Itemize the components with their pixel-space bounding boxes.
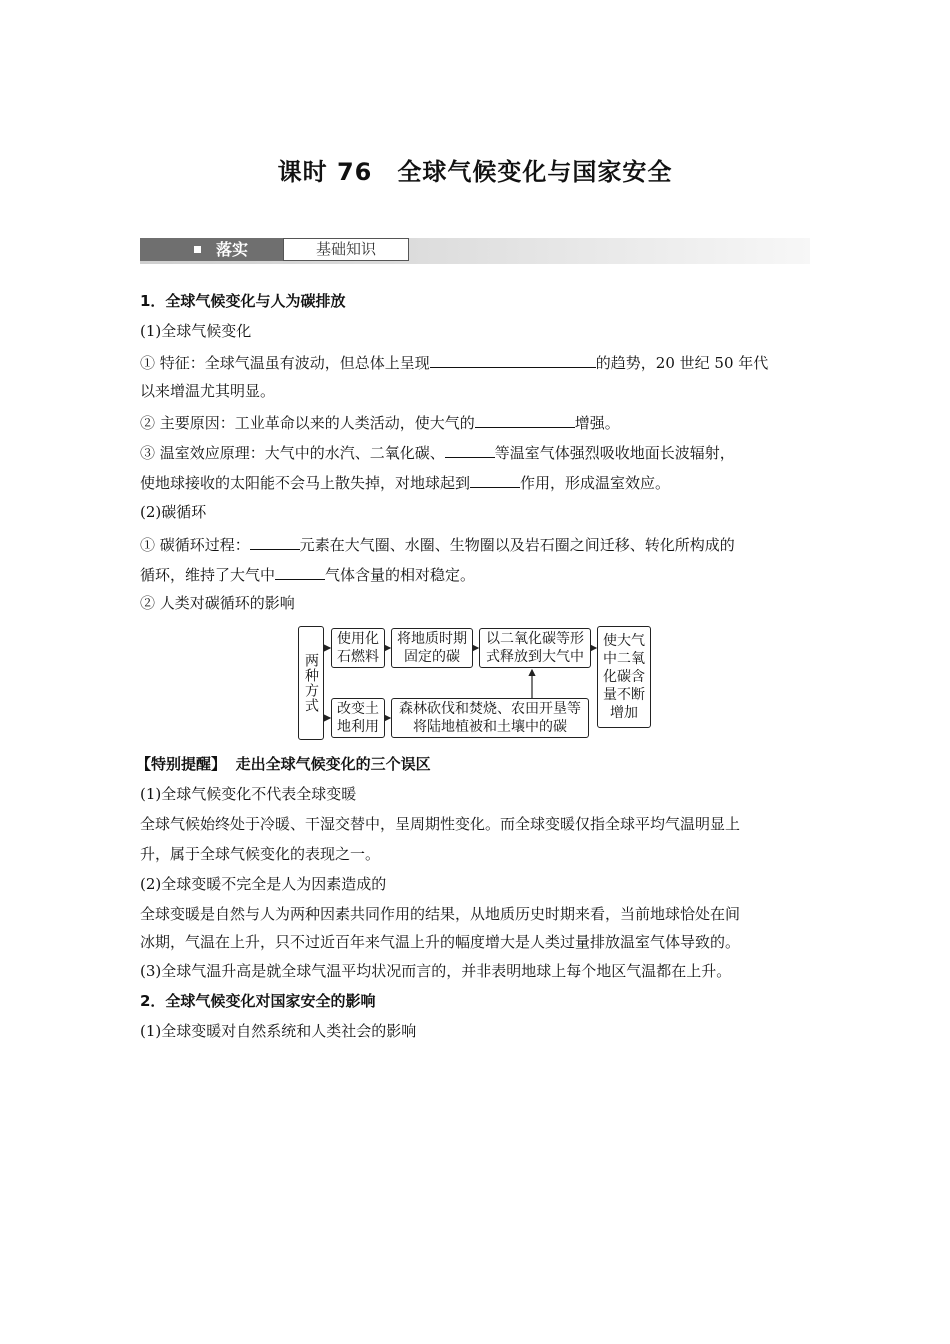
flow-box-fossil	[331, 628, 385, 668]
paragraph-carbon-cycle	[140, 533, 735, 555]
section2-heading: 2．全球气候变化对国家安全的影响	[140, 992, 376, 1010]
section1-heading: 1．全球气候变化与人为碳排放	[140, 292, 346, 310]
text: 增强。	[574, 414, 620, 432]
remind-point-2: (2)全球变暖不完全是人为因素造成的	[140, 875, 387, 893]
flow-box-result	[597, 626, 651, 728]
remind-heading	[136, 754, 431, 774]
paragraph-cause	[140, 411, 620, 433]
section1-sub1: (1)全球气候变化	[140, 322, 252, 340]
flow-box-geologic-carbon	[391, 628, 473, 668]
page-title: 课时 76 全球气候变化与国家安全	[277, 158, 673, 186]
flow-box-methods	[298, 626, 324, 740]
fill-blank[interactable]	[250, 533, 300, 550]
flow-label-deforestation: 森林砍伐和焚烧、农田开垦等将陆地植被和土壤中的碳	[399, 701, 581, 735]
square-bullet-icon	[194, 246, 201, 253]
flow-label-land-use: 改变土地利用	[337, 701, 379, 735]
text: 的趋势，20 世纪 50 年代	[595, 354, 769, 372]
paragraph-feature	[140, 351, 768, 373]
flow-box-land-use	[331, 698, 385, 738]
text: 使地球接收的太阳能不会马上散失掉，对地球起到	[140, 474, 471, 492]
fill-blank[interactable]	[445, 441, 495, 458]
remind-point-3: (3)全球气温升高是就全球气温平均状况而言的，并非表明地球上每个地区气温都在上升。	[140, 962, 732, 980]
text: 循环，维持了大气中	[140, 566, 276, 584]
remind-tag: 【特别提醒】	[136, 755, 227, 773]
flow-label-fossil: 使用化石燃料	[337, 631, 379, 665]
remind-point-2-text-cont: 冰期，气温在上升，只不过近百年来气温上升的幅度增大是人类过量排放温室气体导致的。	[140, 933, 741, 951]
text: ① 特征：全球气温虽有波动，但总体上呈现	[140, 354, 430, 372]
section1-sub2: (2)碳循环	[140, 503, 207, 521]
fill-blank[interactable]	[275, 563, 325, 580]
fill-blank[interactable]	[475, 411, 575, 428]
remind-point-1: (1)全球气候变化不代表全球变暖	[140, 785, 357, 803]
flow-label-release: 以二氧化碳等形式释放到大气中	[486, 631, 584, 665]
text: ① 碳循环过程：	[140, 536, 250, 554]
flow-box-release	[479, 628, 591, 668]
text: 气体含量的相对稳定。	[325, 566, 476, 584]
text: 等温室气体强烈吸收地面长波辐射，	[494, 444, 735, 462]
flow-label-result: 使大气中二氧化碳含量不断增加	[603, 633, 645, 721]
remind-point-1-text-cont: 升，属于全球气候变化的表现之一。	[140, 845, 381, 863]
text: 元素在大气圈、水圈、生物圈以及岩石圈之间迁移、转化所构成的	[299, 536, 735, 554]
paragraph-carbon-cycle-cont	[140, 563, 475, 585]
remind-title: 走出全球气候变化的三个误区	[235, 755, 431, 773]
flow-label-geologic-carbon: 将地质时期固定的碳	[397, 631, 467, 665]
paragraph-human-impact: ② 人类对碳循环的影响	[140, 594, 295, 612]
banner-left-tab	[140, 238, 283, 261]
flow-box-deforestation	[391, 698, 589, 738]
remind-point-2-text: 全球变暖是自然与人为两种因素共同作用的结果，从地质历史时期来看，当前地球恰处在间	[140, 905, 741, 923]
text: ③ 温室效应原理：大气中的水汽、二氧化碳、	[140, 444, 445, 462]
text: 作用，形成温室效应。	[520, 474, 671, 492]
banner-left-label: 落实	[216, 240, 249, 259]
remind-point-1-text: 全球气候始终处于冷暖、干湿交替中，呈周期性变化。而全球变暖仅指全球平均气温明显上	[140, 815, 741, 833]
flow-label-methods: 两种方式	[303, 653, 319, 713]
fill-blank[interactable]	[430, 351, 596, 368]
banner-right-label: 基础知识	[283, 238, 409, 261]
fill-blank[interactable]	[470, 471, 520, 488]
carbon-flow-diagram	[296, 624, 656, 742]
section2-sub1: (1)全球变暖对自然系统和人类社会的影响	[140, 1022, 417, 1040]
paragraph-principle	[140, 441, 735, 463]
paragraph-feature-cont: 以来增温尤其明显。	[140, 382, 276, 400]
paragraph-principle-cont	[140, 471, 670, 493]
text: ② 主要原因：工业革命以来的人类活动，使大气的	[140, 414, 475, 432]
section-banner	[140, 238, 810, 264]
